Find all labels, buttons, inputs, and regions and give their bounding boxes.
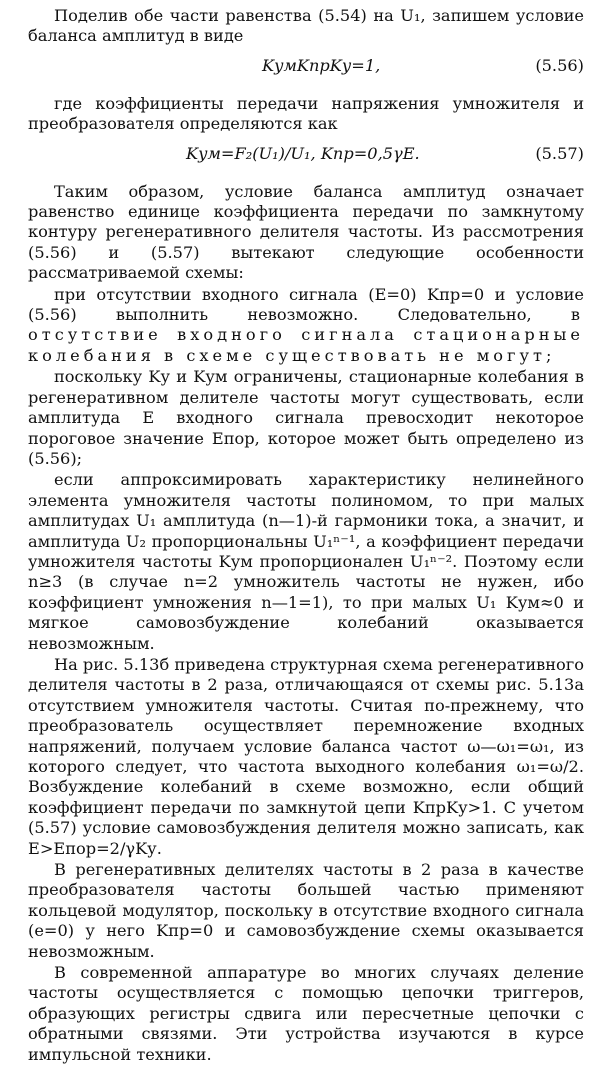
paragraph-8: В регенеративных делителях частоты в 2 раза в качестве преобразователя частоты большей частью применяют кольцевой модулятор, поскольку в отсутствие входного сигнала (e=0) у него Kпр=0 и самовозбуждение схемы оказывается невозможным.	[28, 860, 584, 961]
paragraph-4-end: ;	[546, 345, 552, 365]
equation-5-56	[28, 56, 584, 84]
paragraph-5: поскольку Kу и Kум ограничены, стационарные колебания в регенеративном делителе частоты могут существовать, если амплитуда E входного сигнала превосходит некоторое пороговое значение Eпор, которое может быть определено из (5.56);	[28, 367, 584, 468]
paragraph-1: Поделив обе части равенства (5.54) на U₁, запишем условие баланса амплитуд в виде	[28, 6, 584, 46]
paragraph-4-emphasis: в отсутствие входного сигнала стационарные колебания в схеме существовать не могут	[28, 305, 584, 365]
paragraph-6: если аппроксимировать характеристику нелинейного элемента умножителя частоты полиномом, то при малых амплитудах U₁ амплитуда (n—1)-й гармоники тока, а значит, и амплитуда U₂ пропорциональны U₁ⁿ⁻¹, а коэффициент передачи умножителя частоты Kум пропорционален U₁ⁿ⁻². Поэтому если n≥3 (в случае n=2 умножитель частоты не нужен, ибо коэффициент умножения n—1=1), то при малых U₁ Kум≈0 и мягкое самовозбуждение колебаний оказывается невозможным.	[28, 470, 584, 653]
paragraph-9: В современной аппаратуре во многих случаях деление частоты осуществляется с помощью цепочки триггеров, образующих регистры сдвига или пересчетные цепочки с обратными связями. Эти устройства изучаются в курсе импульсной техники.	[28, 963, 584, 1064]
paragraph-4-text: при отсутствии входного сигнала (E=0) Kпр=0 и условие (5.56) выполнить невозможно. Следовательно,	[28, 284, 584, 325]
paragraph-7: На рис. 5.13б приведена структурная схема регенеративного делителя частоты в 2 раза, отличающаяся от схемы рис. 5.13а отсутствием умножителя частоты. Считая по-прежнему, что преобразователь осуществляет перемножение входных напряжений, получаем условие баланса частот ω—ω₁=ω₁, из которого следует, что частота выходного колебания ω₁=ω/2. Возбуждение колебаний в схеме возможно, если общий коэффициент передачи по замкнутой цепи KпрKу>1. С учетом (5.57) условие самовозбуждения делителя можно записать, как E>Eпор=2/γKу.	[28, 654, 584, 858]
paragraph-4	[28, 285, 584, 367]
paragraph-2: где коэффициенты передачи напряжения умножителя и преобразователя определяются как	[28, 93, 584, 134]
equation-number: (5.57)	[535, 143, 584, 163]
equation-formula: KумKпрKу=1,	[262, 55, 381, 75]
equation-5-57	[28, 144, 584, 172]
equation-number: (5.56)	[535, 55, 584, 75]
paragraph-3: Таким образом, условие баланса амплитуд означает равенство единице коэффициента передачи по замкнутому контуру регенеративного делителя частоты. Из рассмотрения (5.56) и (5.57) вытекают следующие особенности рассматриваемой схемы:	[28, 181, 584, 283]
equation-formula: Kум=F₂(U₁)/U₁, Kпр=0,5γE.	[186, 143, 420, 163]
